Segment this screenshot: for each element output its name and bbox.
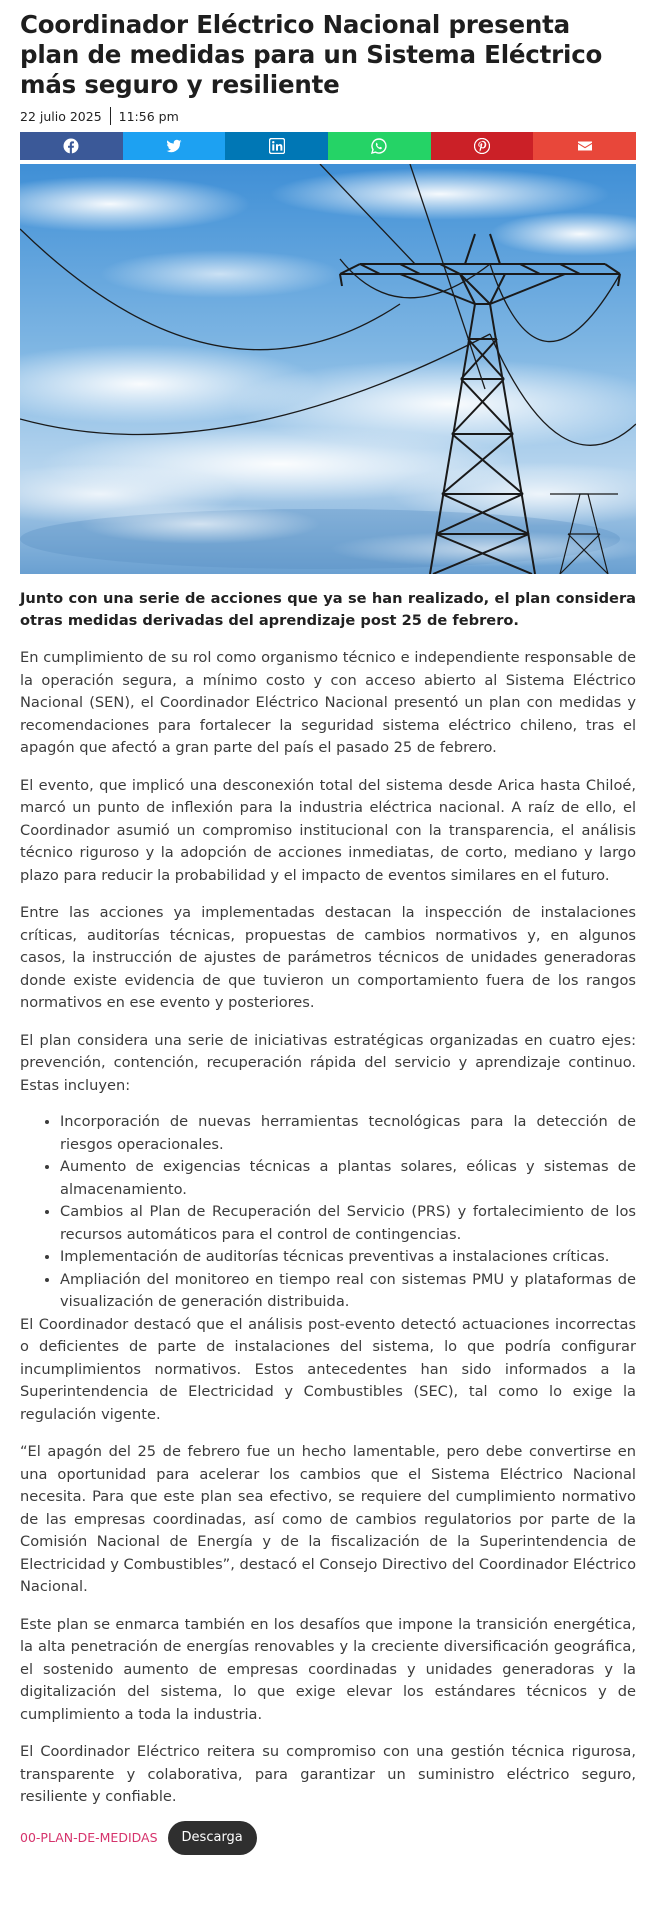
list-item: • Aumento de exigencias técnicas a plantas solares, eólicas y sistemas de almacenamiento. xyxy=(60,1156,636,1201)
list-item: • Ampliación del monitoreo en tiempo real con sistemas PMU y plataformas de visualización de generación distribuida. xyxy=(60,1269,636,1314)
article-paragraph-5: El Coordinador destacó que el análisis post-evento detectó actuaciones incorrectas o deficientes de parte de instalaciones del sistema, lo que podría configurar incumplimientos normativos. Estos antecedentes han sido informados a la Superintendencia de Electricidad y Combustibles (SEC), tal como lo exige la regulación vigente. xyxy=(20,1315,636,1423)
article-quote-paragraph: “El apagón del 25 de febrero fue un hecho lamentable, pero debe convertirse en una oportunidad para acelerar los cambios que el Sistema Eléctrico Nacional necesita. Para que este plan sea efectivo, se requiere del cumplimiento normativo de las empresas coordinadas, así como de cambios regulatorios por parte de la Comisión Nacional de Energía y de la fiscalización de la Superintendencia de Electricidad y Combustibles”, destacó el Consejo Directivo del Coordinador Eléctrico Nacional. xyxy=(20,1443,636,1595)
article-date: 22 julio 2025 xyxy=(20,108,102,124)
share-pinterest-button[interactable] xyxy=(431,132,534,160)
share-twitter-button[interactable] xyxy=(123,132,226,160)
whatsapp-icon xyxy=(371,138,387,154)
meta-divider xyxy=(110,107,111,125)
list-item: • Incorporación de nuevas herramientas tecnológicas para la detección de riesgos operacionales. xyxy=(60,1111,636,1156)
article-paragraph-1: En cumplimiento de su rol como organismo técnico e independiente responsable de la operación segura, a mínimo costo y con acceso abierto al Sistema Eléctrico Nacional (SEN), el Coordinador Eléctrico Nacional presentó un plan con medidas y recomendaciones para fortalecer la seguridad sistema eléctrico chileno, tras el apagón que afectó a gran parte del país el pasado 25 de febrero. xyxy=(20,649,636,756)
attachment-row xyxy=(20,1821,636,1855)
twitter-icon xyxy=(166,138,182,154)
linkedin-icon xyxy=(269,138,285,154)
article-title: Coordinador Eléctrico Nacional presenta plan de medidas para un Sistema Eléctrico más seguro y resiliente xyxy=(20,10,603,99)
share-whatsapp-button[interactable] xyxy=(328,132,431,160)
facebook-icon xyxy=(63,138,79,154)
list-item: • Cambios al Plan de Recuperación del Servicio (PRS) y fortalecimiento de los recursos automáticos para el control de contingencias. xyxy=(60,1201,636,1246)
download-button[interactable]: Descarga xyxy=(168,1821,257,1855)
share-linkedin-button[interactable] xyxy=(225,132,328,160)
measures-list xyxy=(20,1111,636,1314)
pinterest-icon xyxy=(474,138,490,154)
list-item: • Implementación de auditorías técnicas preventivas a instalaciones críticas. xyxy=(60,1246,636,1269)
article-paragraph-3: Entre las acciones ya implementadas destacan la inspección de instalaciones críticas, auditorías técnicas, propuestas de cambios normativos y, en algunos casos, la instrucción de ajustes de parámetros técnicos de unidades generadoras donde existe evidencia de que tuvieron un comportamiento fuera de los rangos normativos en ese evento y posteriores. xyxy=(20,904,636,1011)
article-paragraph-7: Este plan se enmarca también en los desafíos que impone la transición energética, la alta penetración de energías renovables y la creciente diversificación geográfica, el sostenido aumento de empresas coordinadas y unidades generadoras y la digitalización del sistema, lo que exige elevar los estándares técnicos y de cumplimiento a toda la industria. xyxy=(20,1615,636,1723)
article-meta xyxy=(20,106,636,126)
hero-image-power-lines xyxy=(20,164,636,574)
article-paragraph-4: El plan considera una serie de iniciativas estratégicas organizadas en cuatro ejes: prevención, contención, recuperación rápida del servicio y aprendizaje continuo. Estas incluyen: xyxy=(20,1031,636,1094)
share-email-button[interactable] xyxy=(533,132,636,160)
share-facebook-button[interactable] xyxy=(20,132,123,160)
article-time: 11:56 pm xyxy=(118,108,179,124)
article-paragraph-2: El evento, que implicó una desconexión total del sistema desde Arica hasta Chiloé, marcó un punto de inflexión para la industria eléctrica nacional. A raíz de ello, el Coordinador asumió un compromiso institucional con la transparencia, el análisis técnico riguroso y la adopción de acciones inmediatas, de corto, mediano y largo plazo para reducir la probabilidad y el impacto de eventos similares en el futuro. xyxy=(20,776,636,884)
share-bar xyxy=(20,132,636,160)
envelope-icon xyxy=(577,138,593,154)
attachment-file-link[interactable]: 00-PLAN-DE-MEDIDAS xyxy=(20,1830,158,1845)
article-paragraph-8: El Coordinador Eléctrico reitera su compromiso con una gestión técnica rigurosa, transparente y colaborativa, para garantizar un suministro eléctrico seguro, resiliente y confiable. xyxy=(20,1743,636,1805)
article-lead: Junto con una serie de acciones que ya se han realizado, el plan considera otras medidas derivadas del aprendizaje post 25 de febrero. xyxy=(20,590,636,629)
